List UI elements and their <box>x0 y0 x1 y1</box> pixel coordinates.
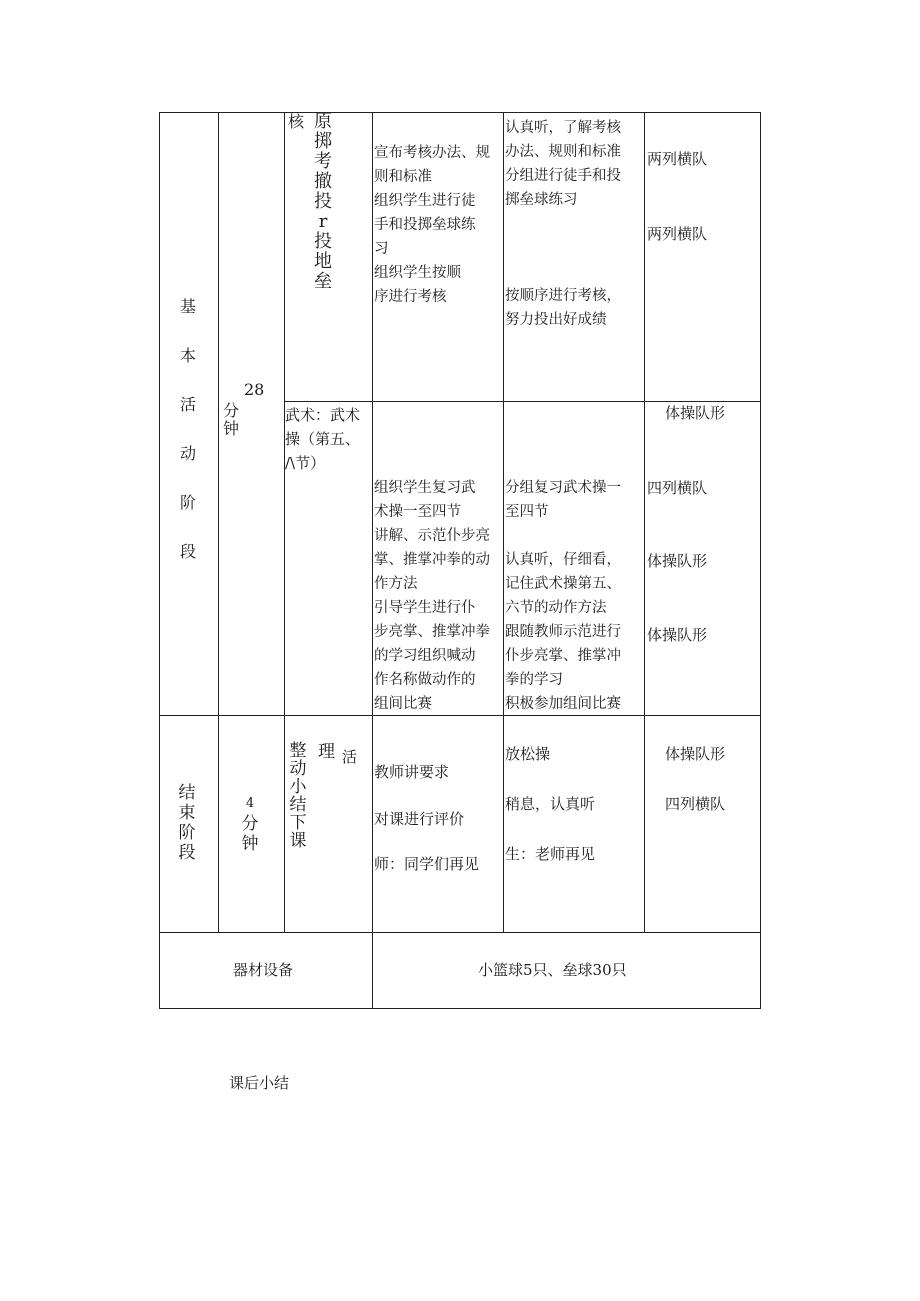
col-divider-teacher <box>372 112 373 1009</box>
col-divider-student <box>503 112 504 933</box>
throw-org-1: 两列横队 <box>647 150 708 168</box>
ending-teacher-1: 教师讲要求 <box>374 763 450 781</box>
ending-content-li: 理 <box>318 742 335 762</box>
table-border-bottom <box>159 1008 761 1009</box>
wushu-org-4: 体操队形 <box>647 626 708 644</box>
basic-time-number: 28 <box>244 380 265 399</box>
basic-stage-label: 基 本 活 动 阶 段 <box>179 297 196 561</box>
row-divider-ending-equipment <box>159 932 761 933</box>
col-divider-organization <box>644 112 645 933</box>
ending-student-3: 生：老师再见 <box>505 845 596 863</box>
table-border-left <box>159 112 160 1009</box>
wushu-org-1: 体操队形 <box>665 404 726 422</box>
ending-content-main: 整 动 小 结 下 课 <box>289 741 307 851</box>
table-border-right <box>760 112 761 1009</box>
throw-content-b: 原 掷 考 撤 投 r 投 地 垒 <box>314 111 332 292</box>
ending-student-2: 稍息，认真听 <box>505 795 596 813</box>
ending-time: 4 分 钟 <box>241 796 259 854</box>
wushu-student-activities: 分组复习武术操一 至四节 认真听，仔细看， 记住武术操第五、 六节的动作方法 跟随教师示范进行 仆步亮掌、推掌冲 拳的学习 积极参加组间比赛 <box>505 480 621 712</box>
throw-teacher-activities: 宣布考核办法、规 则和标准 组织学生进行徒 手和投掷垒球练 习 组织学生按顺 序进行考核 <box>374 145 490 305</box>
equipment-label: 器材设备 <box>233 961 294 979</box>
wushu-org-2: 四列横队 <box>647 479 708 497</box>
ending-org-2: 四列横队 <box>665 795 726 813</box>
col-divider-time <box>218 112 219 933</box>
ending-stage-label: 结 束 阶 段 <box>178 783 196 863</box>
throw-student-activities: 认真听，了解考核 办法、规则和标准 分组进行徒手和投 掷垒球练习 <box>505 120 621 208</box>
wushu-content: 武术：武术 操（第五、 /\节） <box>285 406 361 472</box>
after-class-summary-heading: 课后小结 <box>229 1074 290 1092</box>
throw-student-activities-last: 按顺序进行考核， 努力投出好成绩 <box>505 288 621 328</box>
ending-teacher-3: 师：同学们再见 <box>374 855 480 873</box>
equipment-value: 小篮球5只、垒球30只 <box>478 961 627 979</box>
throw-org-2: 两列横队 <box>647 225 708 243</box>
basic-time-unit: 分 钟 <box>222 401 239 438</box>
col-divider-content <box>284 112 285 933</box>
wushu-org-3: 体操队形 <box>647 552 708 570</box>
ending-student-1: 放松操 <box>505 745 551 763</box>
table-border-top <box>159 112 761 113</box>
ending-org-1: 体操队形 <box>665 745 726 763</box>
wushu-teacher-activities: 组织学生复习武 术操一至四节 讲解、示范仆步亮 掌、推掌冲拳的动 作方法 引导学生进行仆 步亮掌、推掌冲拳 的学习组织喊动 作名称做动作的 组间比赛 <box>374 480 490 712</box>
ending-content-huo: 活 <box>342 748 358 766</box>
ending-teacher-2: 对课进行评价 <box>374 810 465 828</box>
throw-content-a: 核 <box>288 112 305 131</box>
